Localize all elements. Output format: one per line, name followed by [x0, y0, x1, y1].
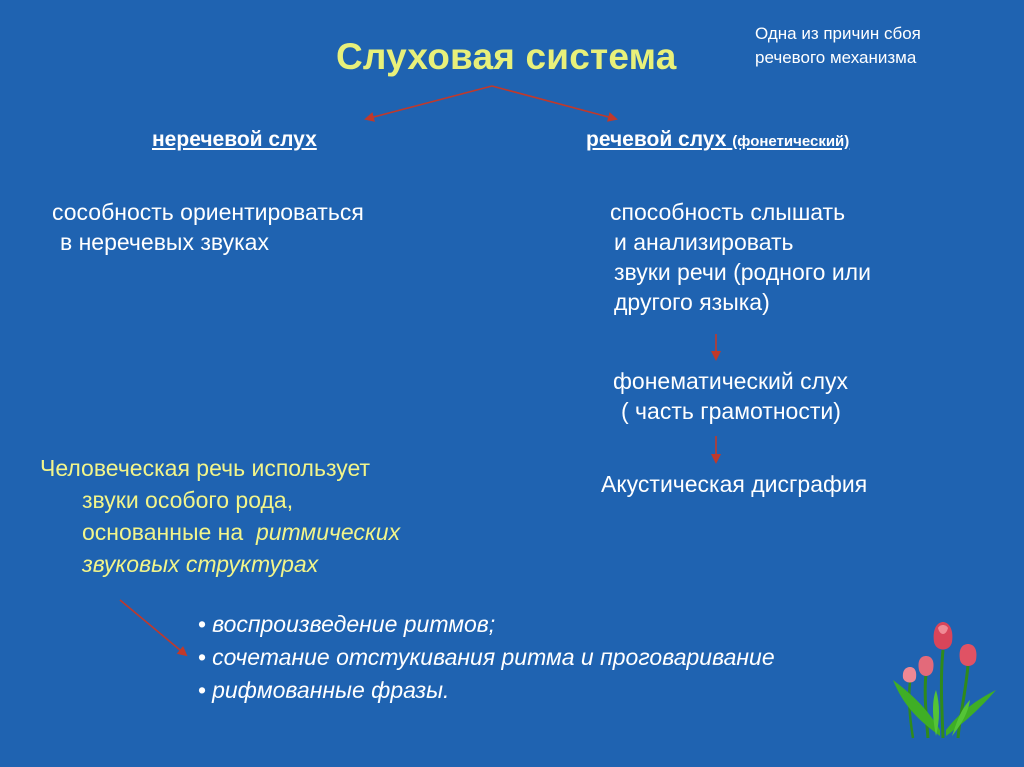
tulips-icon: [888, 620, 998, 740]
list-item-text: воспроизведение ритмов;: [212, 611, 496, 637]
acoustic-dysgraphia: Акустическая дисграфия: [601, 471, 868, 497]
nonspeech-description: [52, 197, 364, 257]
rhythm-exercises-list: [198, 608, 775, 707]
human-speech-prefix: основанные на: [82, 519, 244, 545]
speech-desc-line: и анализировать: [614, 229, 794, 255]
speech-desc-line: способность слышать: [610, 199, 846, 225]
bullet-icon: •: [198, 611, 207, 637]
nonspeech-desc-line: в неречевых звуках: [60, 229, 269, 255]
slide-title: Слуховая система: [336, 36, 677, 77]
human-speech-emphasis: ритмических: [255, 519, 401, 545]
nonspeech-heading: неречевой слух: [152, 128, 317, 151]
phonemic-line: фонематический слух: [613, 368, 849, 394]
speech-description: [610, 197, 871, 317]
human-speech-line: звуки особого рода,: [82, 487, 294, 513]
speech-desc-line: звуки речи (родного или: [614, 259, 871, 285]
arrow-to-nonspeech: [366, 86, 492, 119]
human-speech-line: [40, 516, 400, 548]
arrow-to-speech: [492, 86, 616, 119]
phonemic-hearing: [613, 366, 848, 426]
nonspeech-desc-line: сособность ориентироваться: [52, 199, 364, 225]
list-item: [198, 641, 775, 674]
speech-desc-line: другого языка): [614, 289, 770, 315]
list-item-text: рифмованные фразы.: [212, 677, 450, 703]
human-speech-line: Человеческая речь использует: [40, 455, 371, 481]
list-item: [198, 674, 775, 707]
side-note-line: Одна из причин сбоя: [755, 24, 921, 43]
arrow-to-bullets: [120, 600, 186, 655]
phonemic-line: ( часть грамотности): [621, 398, 841, 424]
human-speech-line: [40, 548, 400, 580]
speech-heading: [586, 128, 849, 152]
bullet-icon: •: [198, 677, 207, 703]
human-speech-text: [40, 452, 400, 580]
bullet-icon: •: [198, 644, 207, 670]
side-note: [755, 22, 921, 70]
side-note-line: речевого механизма: [755, 48, 917, 67]
speech-heading-note: (фонетический): [732, 133, 850, 150]
human-speech-emphasis: звуковых структурах: [82, 551, 319, 577]
speech-heading-label: речевой слух: [586, 128, 727, 151]
list-item-text: сочетание отстукивания ритма и проговаривание: [212, 644, 775, 670]
list-item: [198, 608, 775, 641]
